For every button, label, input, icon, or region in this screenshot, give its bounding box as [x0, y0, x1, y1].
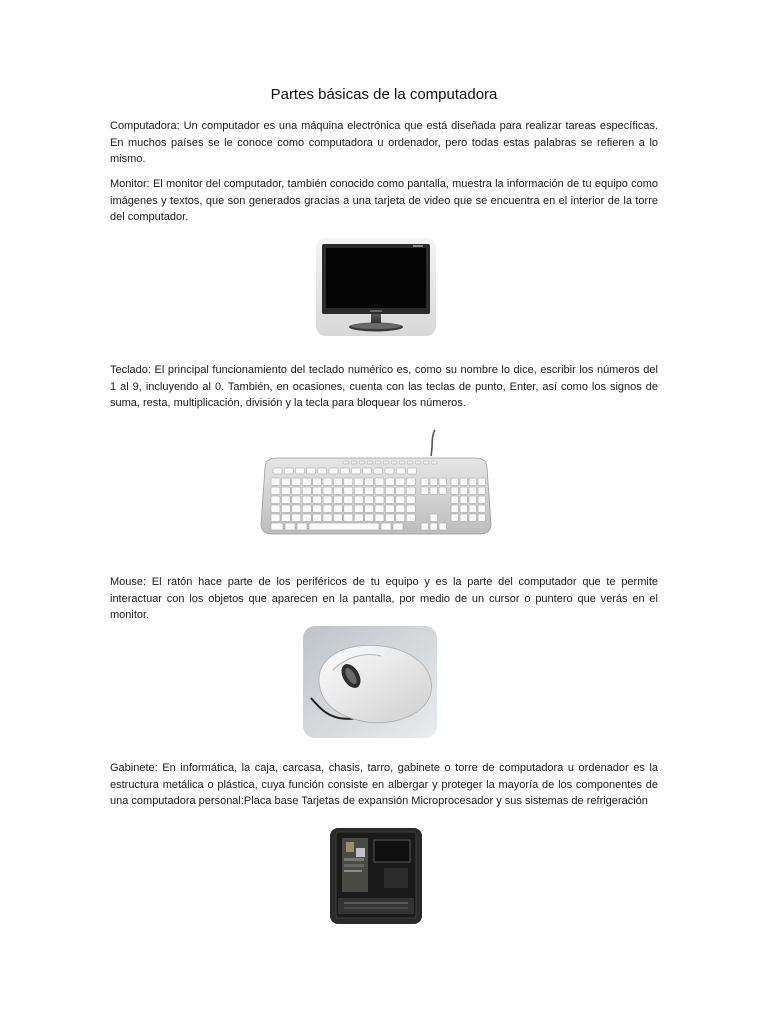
- page-title: Partes básicas de la computadora: [270, 86, 498, 103]
- paragraph-computadora: Computadora: Un computador es una máquina electrónica que está diseñada para realizar tareas específicas. En muchos países se le conoce como computadora u ordenador, pero todas estas palabras se refieren a lo mismo.: [110, 120, 658, 165]
- mouse-photo: [303, 626, 437, 738]
- monitor-photo: [316, 238, 436, 336]
- paragraph-teclado: Teclado: El principal funcionamiento del teclado numérico es, como su nombre lo dice, escribir los números del 1 al 9, incluyendo al 0. También, en ocasiones, cuenta con las teclas de punto, Enter, así como los signos de suma, resta, multiplicación, división y la tecla para bloquear los números.: [110, 364, 658, 409]
- paragraph-gabinete: Gabinete: En informática, la caja, carcasa, chasis, tarro, gabinete o torre de computadora u ordenador es la estructura metálica o plástica, cuya función consiste en albergar y proteger la mayoría de los componentes de una computadora personal:Placa base Tarjetas de expansión Microprocesador y sus sistemas de refrigeración: [110, 762, 658, 807]
- paragraph-mouse: Mouse: El ratón hace parte de los periféricos de tu equipo y es la parte del computador que te permite interactuar con los objetos que aparecen en la pantalla, por medio de un cursor o puntero que verás en el monitor.: [110, 576, 658, 621]
- keyboard-photo: [259, 428, 493, 538]
- paragraph-monitor: Monitor: El monitor del computador, también conocido como pantalla, muestra la información de tu equipo como imágenes y textos, que son generados gracias a una tarjeta de video que se encuentra en el interior de la torre del computador.: [110, 178, 658, 223]
- computer-case-photo: [330, 828, 422, 924]
